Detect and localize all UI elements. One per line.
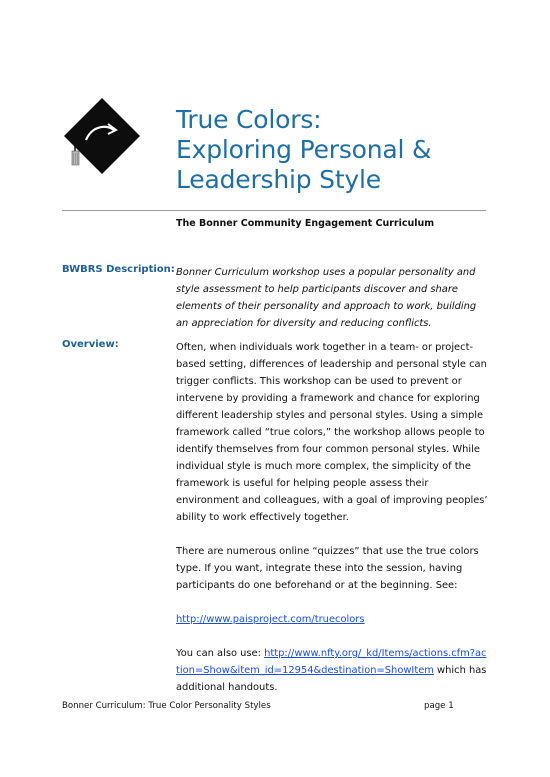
overview-link-paragraph [176,611,488,628]
overview-paragraph-2: There are numerous online “quizzes” that use the true colors type. If you want, integrate these into the session, having participants do one beforehand or at the beginning. See: [176,546,479,591]
title-line-1: True Colors: [176,105,322,134]
footer-title: Bonner Curriculum: True Color Personality Styles [62,701,271,711]
nfty-link[interactable]: http://www.nfty.org/_kd/Items/actions.cfm?action=Show&item_id=12954&destination=ShowItem [176,648,487,676]
overview-body [176,339,488,713]
curriculum-subtitle: The Bonner Community Engagement Curriculum [176,218,435,229]
title-line-3: Leadership Style [176,165,381,194]
overview-paragraph-1: Often, when individuals work together in a team- or project-based setting, differences of leadership and personal style can trigger conflicts. This workshop can be used to prevent or intervene by providing a framework and chance for exploring different leadership styles and personal styles. Using a simple framework called “true colors,” the workshop allows people to identify themselves from four common personal styles. While individual style is much more complex, the simplicity of the framework is useful for helping people assess their environment and colleagues, with a goal of improving peoples’ ability to work effectively together. [176,342,488,523]
graduation-cap-logo-icon [62,96,142,176]
paragraph-3-prefix: You can also use: [176,648,265,659]
title-line-2: Exploring Personal & [176,135,432,164]
page-number: page 1 [424,701,454,711]
description-text: Bonner Curriculum workshop uses a popular personality and style assessment to help participants discover and share elements of their personality and approach to work, building an appreciation for diversity and reducing conflicts. [176,267,477,329]
overview-label: Overview: [62,339,119,350]
description-label: BWBRS Description: [62,264,175,275]
overview-paragraph-3 [176,645,488,696]
page-title [176,105,431,195]
header-divider [62,210,486,211]
truecolors-link[interactable]: http://www.paisproject.com/truecolors [176,614,365,625]
paragraph-3-suffix: which has additional handouts. [176,665,487,693]
